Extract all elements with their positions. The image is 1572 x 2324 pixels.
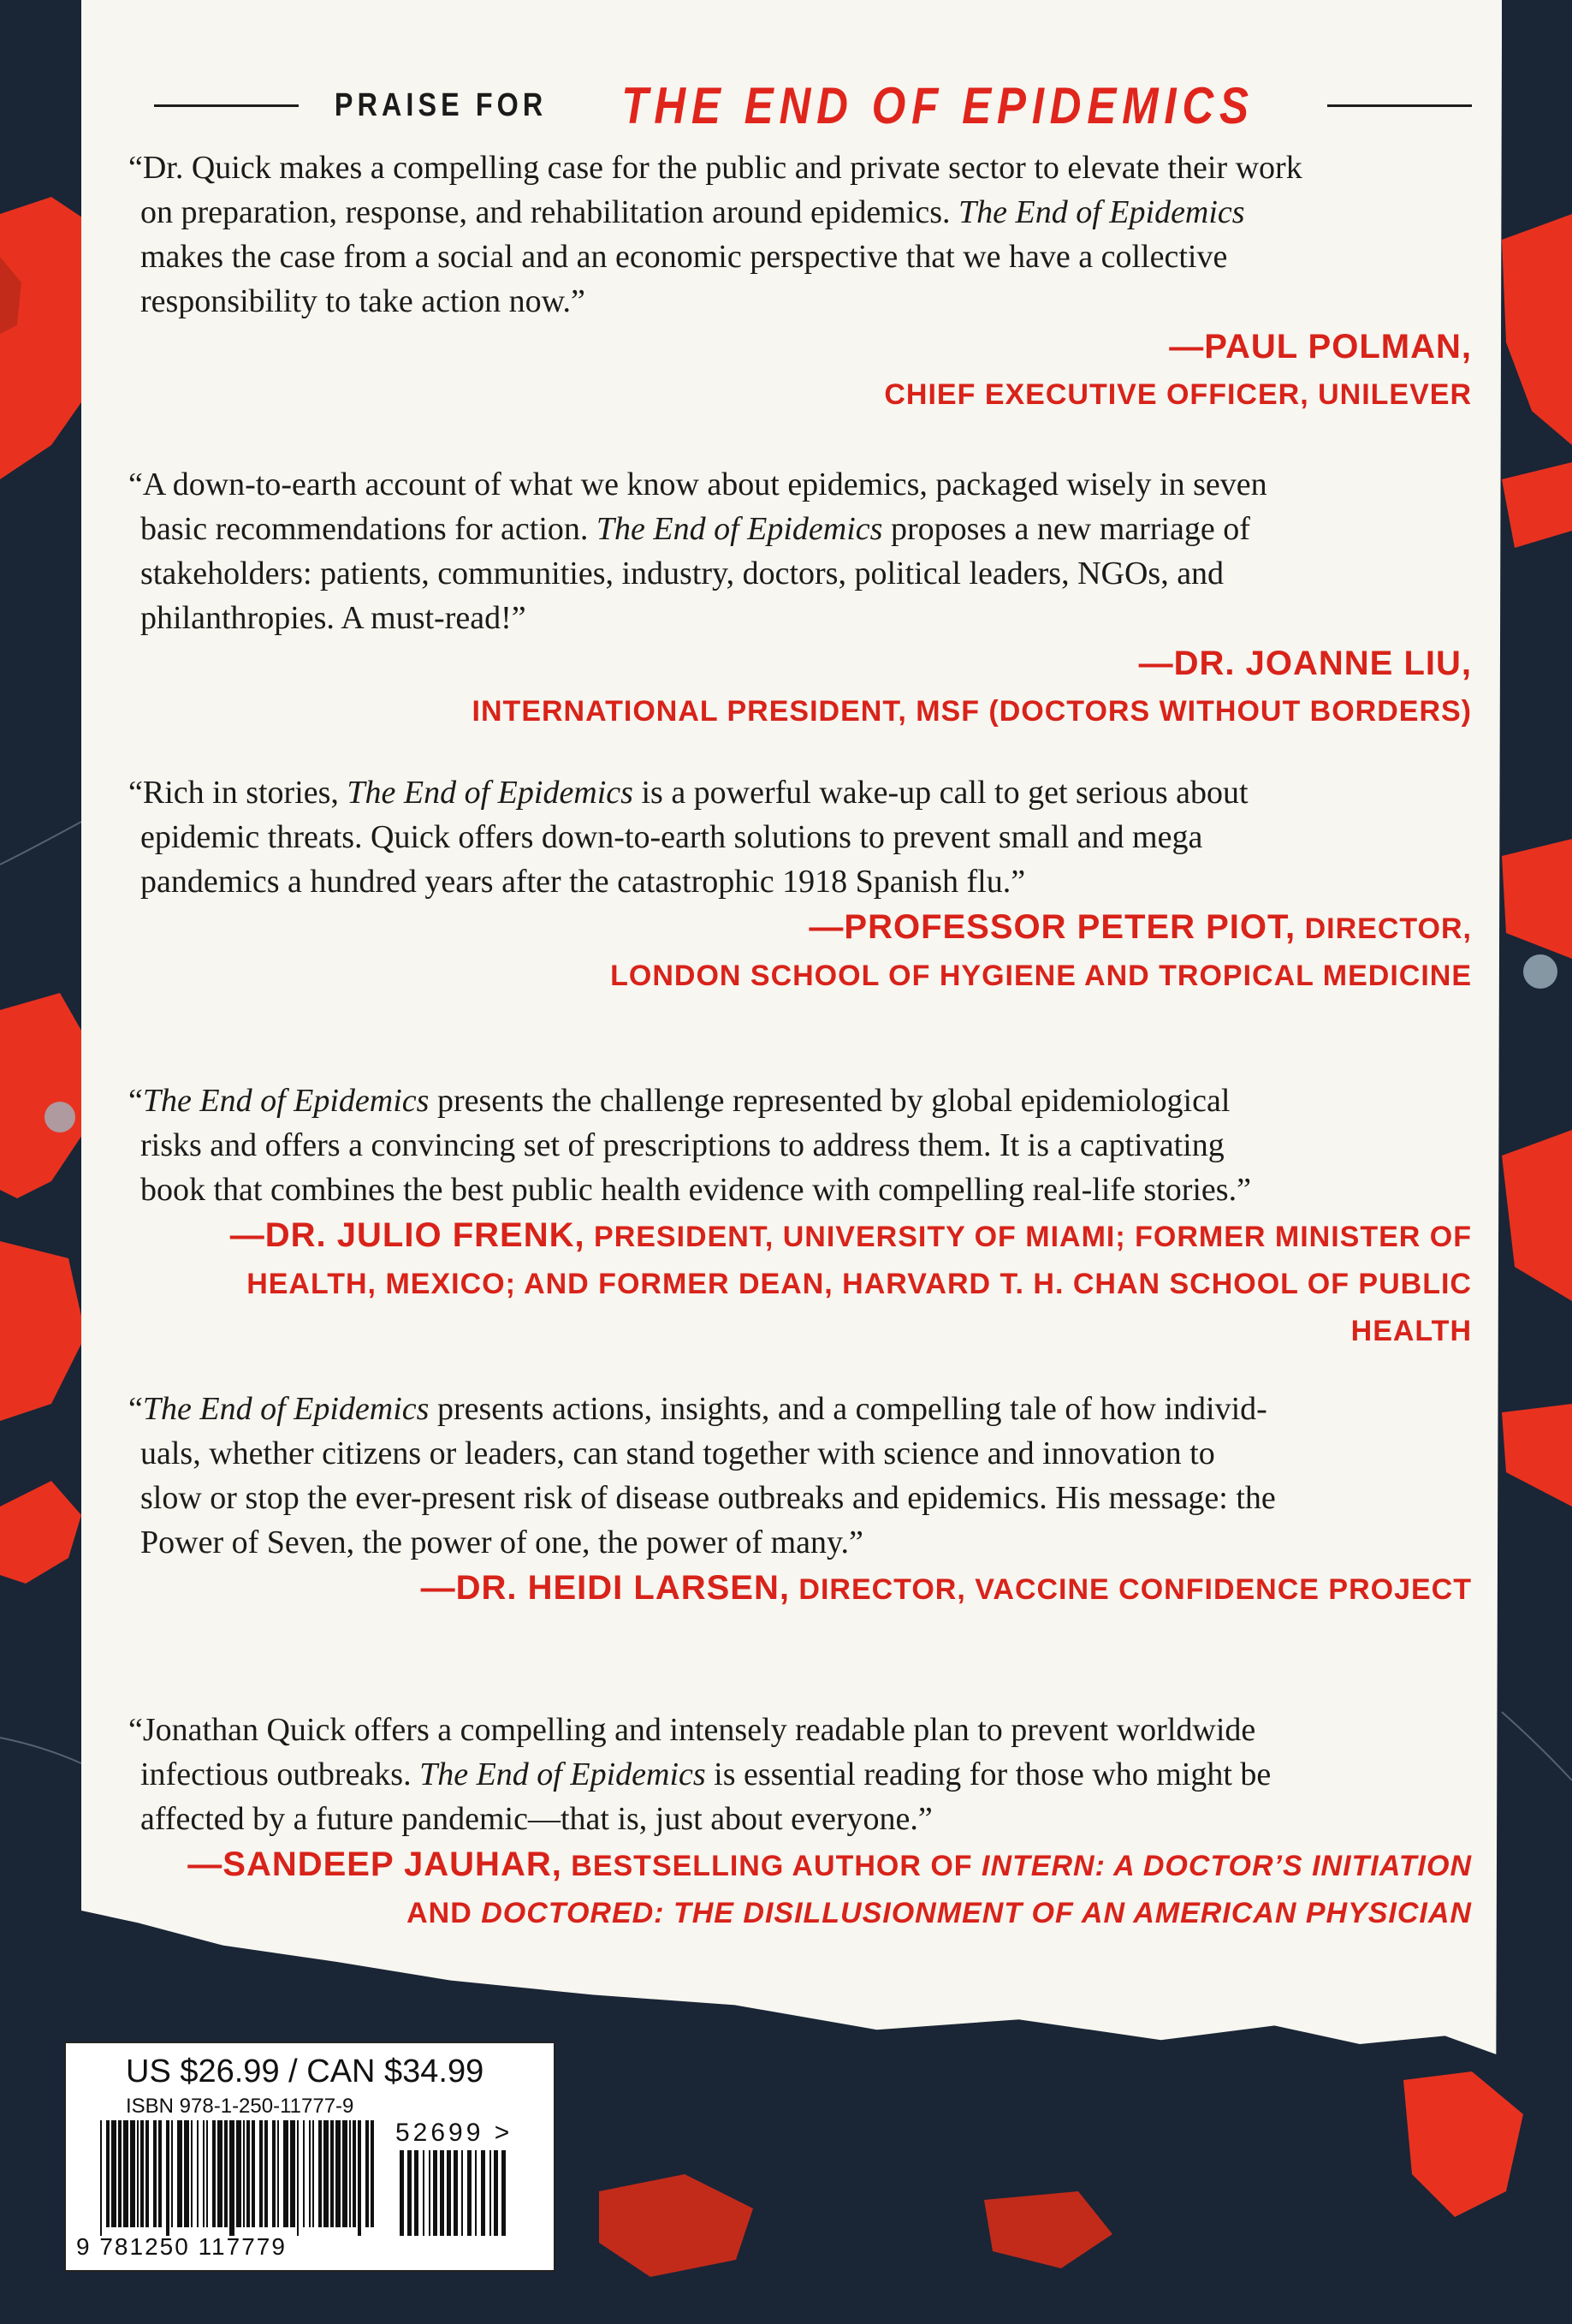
quote-line: responsibility to take action now.” [140,283,585,319]
addon-bar [429,2150,430,2236]
isbn-label: ISBN 978-1-250-11777-9 [126,2095,354,2118]
barcode-bar [158,2120,162,2227]
map-landmass [984,2191,1112,2268]
map-landmass [0,1481,81,1584]
attribution-name: —DR. JOANNE LIU, [1138,645,1472,682]
addon-bar [447,2150,451,2236]
barcode-bar [323,2120,329,2227]
header-rule-left [154,104,299,107]
barcode-bar [137,2120,139,2227]
quote-line: book that combines the best public health evidence with compelling real-life stories.” [140,1172,1251,1208]
italic-title: The End of Epidemics [419,1756,706,1792]
addon-bar [489,2150,491,2236]
quote-line: philanthropies. A must-read!” [140,600,526,636]
book-title: THE END OF EPIDEMICS [621,76,1255,134]
map-landmass [1502,1404,1572,1507]
barcode-bar [272,2120,276,2227]
barcode-bar [123,2120,128,2227]
map-landmass [1502,1130,1572,1301]
attribution-name: —DR. HEIDI LARSEN, [420,1569,790,1607]
map-marker [44,1102,75,1132]
italic-title: The End of Epidemics [142,1083,430,1119]
italic-title: The End of Epidemics [958,194,1245,230]
quote-block [128,462,1472,734]
addon-bar [433,2150,437,2236]
quote-attribution [128,687,1472,734]
quote-attribution [128,1889,1472,1936]
price-addon-code: 52699 > [395,2119,513,2147]
quote-attribution [128,1841,1472,1889]
quote-text [128,1708,1472,1841]
quote-line: uals, whether citizens or leaders, can stand together with science and innovation to [140,1435,1215,1471]
barcode-bar [349,2120,351,2227]
barcode-bar [371,2120,374,2227]
header-rule-right [1327,104,1472,107]
quote-line: “The End of Epidemics presents actions, insights, and a compelling tale of how individ- [128,1391,1267,1427]
barcode-bar [229,2120,234,2236]
quote-line: Power of Seven, the power of one, the power of many.” [140,1525,863,1560]
quote-line: pandemics a hundred years after the catastrophic 1918 Spanish flu.” [140,864,1026,900]
italic-title: The End of Epidemics [347,775,633,811]
quote-attribution [128,1565,1472,1613]
addon-bar [481,2150,485,2236]
quote-block [128,146,1472,418]
barcode-bar [203,2120,205,2227]
barcode-bar [330,2120,334,2227]
barcode-bar [277,2120,279,2227]
barcode-bar [153,2120,157,2227]
barcode-bar [145,2120,149,2227]
quote-attribution [128,904,1472,952]
barcode-bar [140,2120,144,2227]
quote-line: risks and offers a convincing set of prescriptions to address them. It is a captivating [140,1127,1225,1163]
addon-bar [423,2150,424,2236]
attribution-role: PRESIDENT, UNIVERSITY OF MIAMI; FORMER MINISTER OF [584,1221,1472,1253]
attribution-name: —PAUL POLMAN, [1169,328,1472,366]
attribution-role: HEALTH, MEXICO; AND FORMER DEAN, HARVARD T. H. CHAN SCHOOL OF PUBLIC HEALTH [246,1268,1472,1347]
addon-bar [454,2150,458,2236]
addon-bar [407,2150,412,2236]
barcode-bar [111,2120,116,2227]
barcode-bar [365,2120,369,2227]
quote-line: infectious outbreaks. The End of Epidemics is essential reading for those who might be [140,1756,1272,1792]
quote-line: basic recommendations for action. The End of Epidemics proposes a new marriage of [140,511,1250,547]
quote-attribution [128,1260,1472,1354]
praise-for-label: PRAISE FOR [334,86,548,123]
barcode-bar [353,2120,356,2227]
quote-line: “The End of Epidemics presents the challenge represented by global epidemiological [128,1083,1231,1119]
map-marker [1523,954,1557,989]
map-landmass [0,1241,86,1421]
barcode-bar [335,2120,341,2227]
attribution-role: DIRECTOR, VACCINE CONFIDENCE PROJECT [789,1573,1472,1606]
barcode-bar [318,2120,322,2227]
attribution-role: INTERNATIONAL PRESIDENT, MSF (DOCTORS WITHOUT BORDERS) [472,695,1472,728]
quote-line: slow or stop the ever-present risk of disease outbreaks and epidemics. His message: the [140,1480,1276,1516]
barcode-bar [206,2120,208,2227]
attribution-role: BESTSELLING AUTHOR OF INTERN: A DOCTOR’S INITIATION [561,1850,1472,1882]
barcode-bar [283,2120,288,2227]
map-route-line [1502,1712,1572,1780]
quote-attribution [128,640,1472,687]
barcode-bar [309,2120,311,2227]
quote-attribution [128,324,1472,371]
attribution-role: LONDON SCHOOL OF HYGIENE AND TROPICAL MEDICINE [610,960,1472,992]
barcode-bar [342,2120,347,2227]
attribution-role: CHIEF EXECUTIVE OFFICER, UNILEVER [884,378,1472,411]
barcode-bar [259,2120,263,2227]
barcode-bar [264,2120,268,2227]
barcode-bar [290,2120,295,2227]
quote-line: affected by a future pandemic—that is, just about everyone.” [140,1801,933,1837]
barcode-panel [64,2042,555,2272]
barcode-bar [166,2120,169,2236]
quote-line: on preparation, response, and rehabilitation around epidemics. The End of Epidemics [140,194,1245,230]
quote-line: epidemic threats. Quick offers down-to-earth solutions to prevent small and mega [140,819,1203,855]
quote-text [128,770,1472,904]
barcode-bar [246,2120,250,2227]
map-landmass [1502,214,1572,445]
barcode-bar [197,2120,199,2227]
quote-block [128,1708,1472,1936]
attribution-role: DIRECTOR, [1296,912,1472,945]
barcode-bar [177,2120,182,2227]
italic-title: INTERN: A DOCTOR’S INITIATION [982,1850,1472,1882]
italic-title: The End of Epidemics [142,1391,430,1427]
barcode-bar [191,2120,193,2227]
barcode-bar [252,2120,255,2227]
quote-text [128,1079,1472,1212]
quote-attribution [128,952,1472,999]
quote-line: stakeholders: patients, communities, industry, doctors, political leaders, NGOs, and [140,556,1225,591]
addon-bar [414,2150,418,2236]
map-route-line [0,1738,81,1763]
barcode-bar [236,2120,241,2227]
quote-block [128,1079,1472,1354]
barcode-bar [358,2120,361,2236]
quote-block [128,770,1472,999]
barcode-bar [303,2120,305,2227]
addon-bar [400,2150,404,2236]
attribution-name: —DR. JULIO FRENK, [229,1216,585,1254]
barcode-bar [100,2120,102,2236]
addon-bar [475,2150,477,2236]
quote-attribution [128,371,1472,418]
barcode-bar [130,2120,135,2227]
barcode-bar [171,2120,173,2227]
quote-line: “Dr. Quick makes a compelling case for the public and private sector to elevate their work [128,150,1302,186]
barcode-bar [184,2120,189,2227]
barcode-bar [297,2120,299,2236]
attribution-role: AND DOCTORED: THE DISILLUSIONMENT OF AN AMERICAN PHYSICIAN [406,1897,1472,1929]
quote-line: “Jonathan Quick offers a compelling and intensely readable plan to prevent worldwide [128,1712,1256,1748]
quote-text [128,146,1472,324]
praise-header [154,75,1472,135]
italic-title: The End of Epidemics [596,511,883,547]
attribution-name: —SANDEEP JAUHAR, [187,1846,562,1883]
barcode-bar [312,2120,314,2227]
addon-bar [440,2150,444,2236]
barcode-bar [243,2120,245,2227]
italic-title: DOCTORED: THE DISILLUSIONMENT OF AN AMERICAN PHYSICIAN [481,1897,1472,1929]
quote-text [128,1387,1472,1565]
barcode-bar [212,2120,216,2227]
map-landmass [1403,2071,1523,2217]
quote-text [128,462,1472,640]
map-landmass [1502,839,1572,959]
addon-bar [494,2150,498,2236]
quote-line: “Rich in stories, The End of Epidemics is a powerful wake-up call to get serious about [128,775,1249,811]
barcode-bar [106,2120,110,2227]
barcode-bar [224,2120,228,2227]
addon-bar [461,2150,463,2236]
addon-bar [501,2150,506,2236]
map-landmass [0,993,94,1198]
addon-bar [467,2150,472,2236]
map-landmass [1502,462,1572,548]
map-route-line [0,822,81,865]
attribution-name: —PROFESSOR PETER PIOT, [809,908,1296,946]
quote-line: makes the case from a social and an economic perspective that we have a collective [140,239,1228,275]
map-landmass [599,2174,753,2277]
barcode-bar [217,2120,222,2227]
quote-attribution [128,1212,1472,1260]
quote-line: “A down-to-earth account of what we know about epidemics, packaged wisely in seven [128,467,1267,502]
barcode-bar [118,2120,122,2227]
price-label: US $26.99 / CAN $34.99 [126,2054,484,2089]
quote-block [128,1387,1472,1613]
ean-digits: 9 781250 117779 [76,2233,287,2260]
